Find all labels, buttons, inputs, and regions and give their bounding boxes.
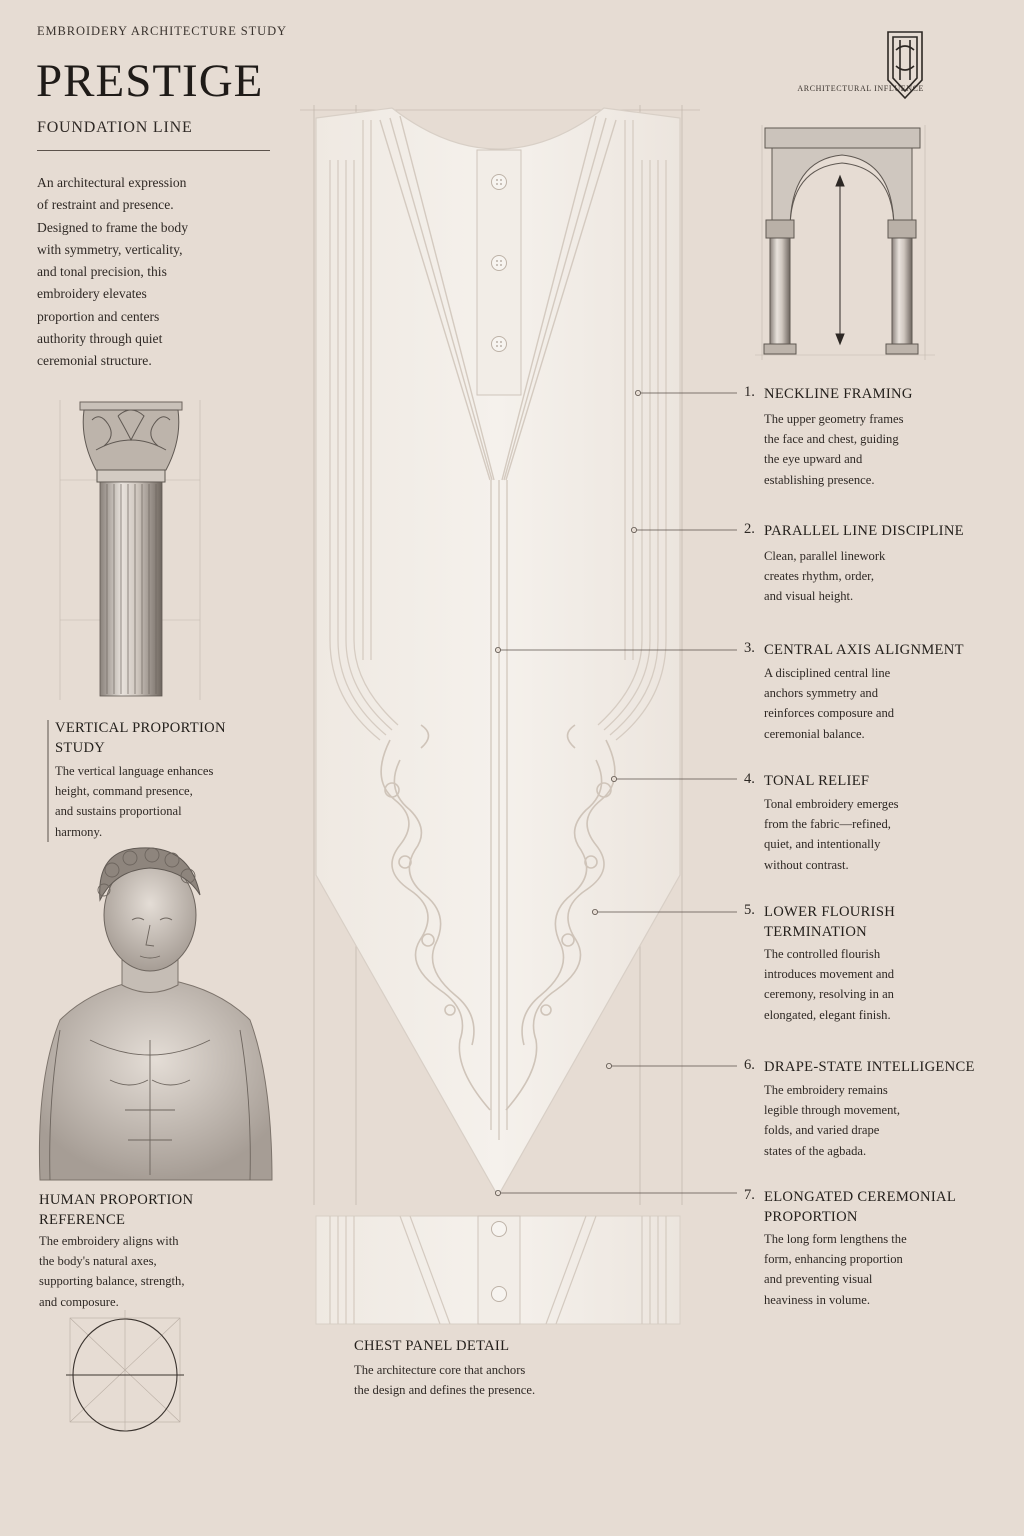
page-title: PRESTIGE <box>36 55 264 107</box>
human-reference-caption <box>39 1190 259 1312</box>
intro-text: An architectural expression of restraint and presence. Designed to frame the body with symmetry, verticality, and tonal precision, this embroidery elevates proportion and centers authority through quiet ceremonial structure. <box>37 175 188 369</box>
vertical-study-caption <box>55 718 255 842</box>
chest-detail-heading: CHEST PANEL DETAIL <box>354 1338 510 1354</box>
proportion-circle-diagram <box>66 1310 184 1431</box>
architectural-influence-label: ARCHITECTURAL INFLUENCE <box>797 84 924 93</box>
note-drape-state-intelligence: 6. DRAPE-STATE INTELLIGENCE The embroidery remains legible through movement, folds, and varied drape states of the agbada. <box>744 1057 975 1158</box>
chest-panel-detail <box>316 1216 680 1324</box>
page-subtitle: FOUNDATION LINE <box>37 119 193 136</box>
eyebrow-label: EMBROIDERY ARCHITECTURE STUDY <box>37 24 287 38</box>
note-parallel-line-discipline: 2. PARALLEL LINE DISCIPLINE Clean, parallel linework creates rhythm, order, and visual height. <box>744 521 964 604</box>
chest-detail-caption <box>354 1336 594 1400</box>
note-elongated-ceremonial-proportion: 7. ELONGATED CEREMONIAL PROPORTION The long form lengthens the form, enhancing proportion and preventing visual heaviness in volume. <box>744 1187 957 1307</box>
vertical-study-body: The vertical language enhances height, command presence, and sustains proportional harmony. <box>55 764 214 839</box>
corinthian-column <box>60 400 200 700</box>
note-neckline-framing: 1. NECKLINE FRAMING The upper geometry frames the face and chest, guiding the eye upward and establishing presence. <box>744 384 913 487</box>
chest-detail-body: The architecture core that anchors the design and defines the presence. <box>354 1363 536 1398</box>
human-reference-heading: HUMAN PROPORTION REFERENCE <box>39 1192 194 1228</box>
note-tonal-relief: 4. TONAL RELIEF Tonal embroidery emerges from the fabric—refined, quiet, and intentionally without contrast. <box>744 771 899 872</box>
arch-illustration <box>755 125 935 360</box>
note-lower-flourish-termination: 5. LOWER FLOURISH TERMINATION The controlled flourish introduces movement and ceremony, resolving in an elongated, elegant finish. <box>744 902 896 1022</box>
title-divider <box>37 150 270 151</box>
vertical-study-heading: VERTICAL PROPORTION STUDY <box>55 720 226 756</box>
human-proportion-figure <box>39 848 272 1180</box>
human-reference-body: The embroidery aligns with the body's natural axes, supporting balance, strength, and composure. <box>39 1234 185 1309</box>
note-central-axis-alignment: 3. CENTRAL AXIS ALIGNMENT A disciplined central line anchors symmetry and reinforces composure and ceremonial balance. <box>744 640 964 741</box>
